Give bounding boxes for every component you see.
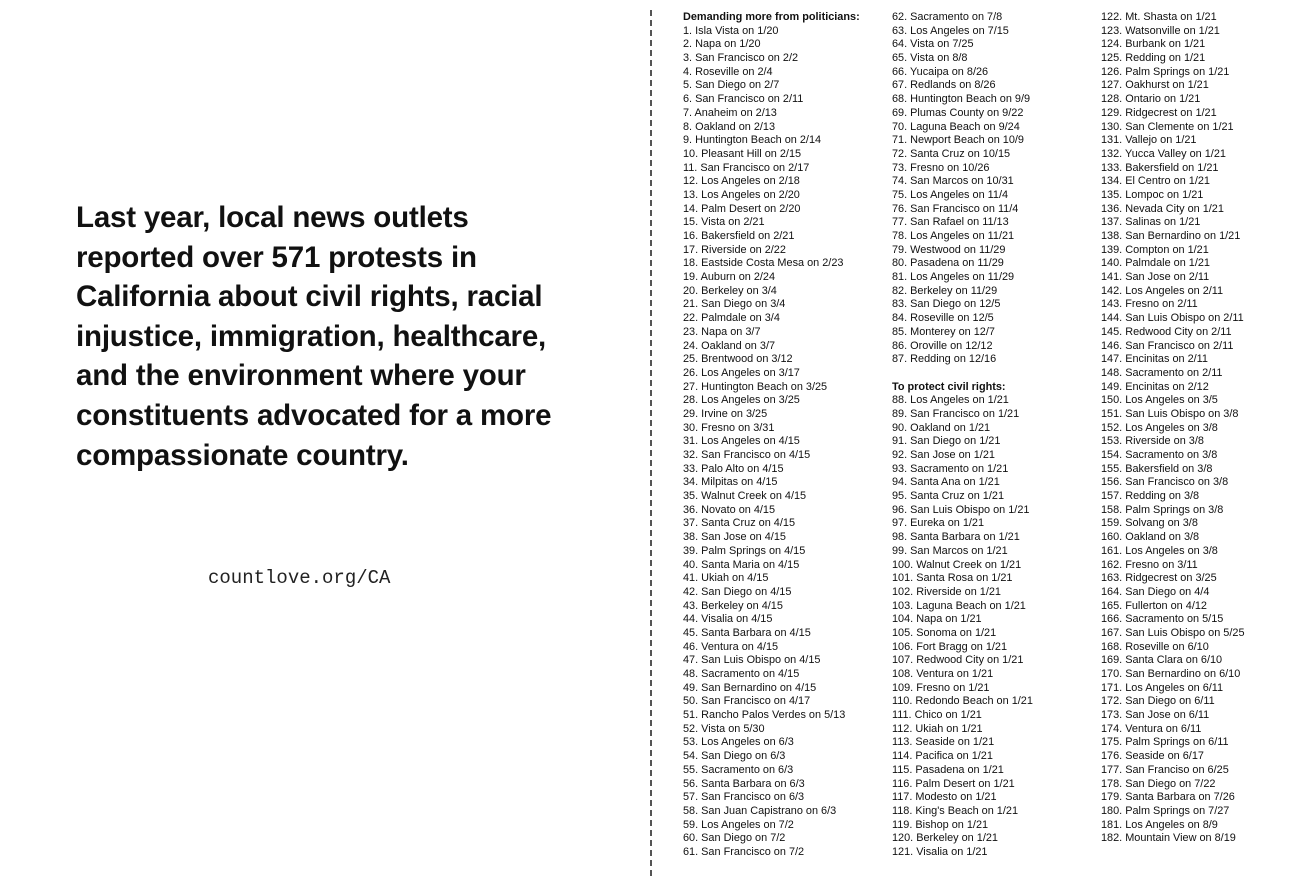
protest-list-item: 63. Los Angeles on 7/15 [892, 24, 1009, 37]
website-url: countlove.org/CA [208, 567, 391, 589]
protest-list-item: 68. Huntington Beach on 9/9 [892, 93, 1031, 106]
protest-list-item: 87. Redding on 12/16 [892, 353, 997, 366]
protest-list-item: 128. Ontario on 1/21 [1101, 93, 1201, 106]
protest-list-item: 7. Anaheim on 2/13 [683, 106, 777, 119]
protest-list-item: 151. San Luis Obispo on 3/8 [1101, 407, 1239, 420]
protest-list-item: 78. Los Angeles on 11/21 [892, 230, 1015, 242]
protest-list-item: 52. Vista on 5/30 [683, 722, 765, 735]
protest-list-item: 150. Los Angeles on 3/5 [1101, 394, 1218, 407]
protest-list-item: 147. Encinitas on 2/11 [1101, 353, 1208, 366]
protest-list-item: 159. Solvang on 3/8 [1101, 517, 1198, 530]
protest-list-item: 125. Redding on 1/21 [1101, 52, 1206, 65]
protest-list-item: 104. Napa on 1/21 [892, 613, 982, 626]
protest-list-item: 42. San Diego on 4/15 [683, 585, 792, 598]
protest-list-item: 62. Sacramento on 7/8 [892, 11, 1003, 23]
protest-list-item: 20. Berkeley on 3/4 [683, 284, 777, 297]
protest-list-item: 75. Los Angeles on 11/4 [892, 188, 1009, 201]
protest-list-item: 85. Monterey on 12/7 [892, 325, 995, 338]
protest-list-item: 174. Ventura on 6/11 [1101, 722, 1202, 735]
protest-list-item: 144. San Luis Obispo on 2/11 [1101, 312, 1244, 325]
protest-list-item: 47. San Luis Obispo on 4/15 [683, 654, 821, 667]
protest-list-item: 111. Chico on 1/21 [892, 709, 982, 722]
protest-list-item: 29. Irvine on 3/25 [683, 407, 768, 420]
protest-list-item: 152. Los Angeles on 3/8 [1101, 421, 1218, 434]
protest-list-item: 92. San Jose on 1/21 [892, 449, 995, 461]
protest-list-item: 50. San Francisco on 4/17 [683, 695, 811, 708]
protest-list-item: 166. Sacramento on 5/15 [1101, 613, 1224, 626]
protest-list-item: 121. Visalia on 1/21 [892, 845, 988, 858]
protest-list-item: 25. Brentwood on 3/12 [683, 353, 793, 366]
protest-list-item: 138. San Bernardino on 1/21 [1101, 230, 1241, 242]
protest-list-item: 157. Redding on 3/8 [1101, 490, 1200, 503]
protest-list-item: 98. Santa Barbara on 1/21 [892, 531, 1020, 544]
protest-list-item: 122. Mt. Shasta on 1/21 [1101, 11, 1217, 23]
protest-list-item: 168. Roseville on 6/10 [1101, 640, 1209, 653]
protest-list-item: 89. San Francisco on 1/21 [892, 407, 1020, 420]
protest-list-item: 129. Ridgecrest on 1/21 [1101, 106, 1217, 119]
protest-list-item: 177. San Franciso on 6/25 [1101, 763, 1229, 776]
protest-list-item: 162. Fresno on 3/11 [1101, 558, 1198, 571]
protest-list-item: 130. San Clemente on 1/21 [1101, 120, 1234, 133]
protest-list-item: 81. Los Angeles on 11/29 [892, 271, 1015, 284]
protest-list-item: 10. Pleasant Hill on 2/15 [683, 147, 802, 160]
protest-list-item: 135. Lompoc on 1/21 [1101, 188, 1204, 201]
protest-list-item: 126. Palm Springs on 1/21 [1101, 65, 1230, 78]
protest-list-item: 14. Palm Desert on 2/20 [683, 202, 801, 215]
protest-list-item: 164. San Diego on 4/4 [1101, 585, 1210, 598]
protest-list-item: 64. Vista on 7/25 [892, 38, 974, 51]
section-heading: Demanding more from politicians: [683, 11, 860, 23]
protest-list-item: 58. San Juan Capistrano on 6/3 [683, 804, 837, 817]
protest-list-item: 103. Laguna Beach on 1/21 [892, 599, 1026, 612]
protest-list-item: 133. Bakersfield on 1/21 [1101, 161, 1219, 174]
protest-list-item: 15. Vista on 2/21 [683, 216, 765, 229]
protest-list-item: 95. Santa Cruz on 1/21 [892, 490, 1005, 503]
protest-list-item: 69. Plumas County on 9/22 [892, 106, 1024, 119]
protest-list-item: 148. Sacramento on 2/11 [1101, 366, 1223, 379]
protest-list-item: 116. Palm Desert on 1/21 [892, 777, 1015, 790]
protest-list-item: 102. Riverside on 1/21 [892, 585, 1001, 598]
protest-list-item: 160. Oakland on 3/8 [1101, 531, 1200, 544]
protest-list-item: 182. Mountain View on 8/19 [1101, 832, 1236, 845]
protest-list-item: 53. Los Angeles on 6/3 [683, 736, 794, 749]
protest-list-item: 156. San Francisco on 3/8 [1101, 476, 1229, 489]
protest-list-item: 79. Westwood on 11/29 [892, 243, 1006, 256]
protest-list-item: 137. Salinas on 1/21 [1101, 216, 1201, 229]
protest-list-item: 112. Ukiah on 1/21 [892, 722, 983, 735]
protest-list-item: 71. Newport Beach on 10/9 [892, 134, 1024, 147]
protest-list-item: 93. Sacramento on 1/21 [892, 462, 1009, 475]
protest-list-item: 77. San Rafael on 11/13 [892, 216, 1009, 229]
protest-list-item: 13. Los Angeles on 2/20 [683, 188, 800, 201]
protest-list-item: 1. Isla Vista on 1/20 [683, 24, 779, 37]
protest-list-column-3 [1101, 11, 1245, 846]
protest-list-item: 96. San Luis Obispo on 1/21 [892, 503, 1030, 516]
protest-list-item: 4. Roseville on 2/4 [683, 65, 773, 78]
protest-list-item: 86. Oroville on 12/12 [892, 339, 993, 352]
protest-list-item: 36. Novato on 4/15 [683, 503, 776, 516]
protest-list-item: 23. Napa on 3/7 [683, 325, 761, 338]
protest-list-item: 114. Pacifica on 1/21 [892, 750, 993, 763]
protest-list-item: 38. San Jose on 4/15 [683, 531, 786, 544]
protest-list-item: 66. Yucaipa on 8/26 [892, 65, 989, 78]
protest-list-item: 74. San Marcos on 10/31 [892, 175, 1014, 188]
protest-list-item: 8. Oakland on 2/13 [683, 120, 776, 133]
spacer [892, 367, 1033, 381]
protest-list-item: 131. Vallejo on 1/21 [1101, 134, 1197, 147]
protest-list-item: 84. Roseville on 12/5 [892, 312, 994, 325]
protest-list-item: 34. Milpitas on 4/15 [683, 476, 778, 489]
protest-list-item: 132. Yucca Valley on 1/21 [1101, 147, 1226, 160]
protest-list-item: 127. Oakhurst on 1/21 [1101, 79, 1209, 92]
protest-list-item: 163. Ridgecrest on 3/25 [1101, 572, 1217, 585]
protest-list-item: 180. Palm Springs on 7/27 [1101, 804, 1230, 817]
protest-list-item: 60. San Diego on 7/2 [683, 832, 786, 845]
protest-list-item: 41. Ukiah on 4/15 [683, 572, 769, 585]
protest-list-item: 44. Visalia on 4/15 [683, 613, 773, 626]
protest-list-item: 48. Sacramento on 4/15 [683, 668, 800, 680]
protest-list-item: 110. Redondo Beach on 1/21 [892, 695, 1033, 708]
protest-list-item: 26. Los Angeles on 3/17 [683, 366, 800, 379]
protest-list-item: 2. Napa on 1/20 [683, 38, 761, 51]
protest-list-item: 32. San Francisco on 4/15 [683, 449, 811, 461]
protest-list-item: 21. San Diego on 3/4 [683, 298, 786, 311]
protest-list-item: 165. Fullerton on 4/12 [1101, 599, 1207, 612]
protest-list-item: 113. Seaside on 1/21 [892, 736, 995, 749]
protest-list-item: 117. Modesto on 1/21 [892, 791, 997, 804]
protest-list-item: 39. Palm Springs on 4/15 [683, 544, 806, 557]
protest-list-item: 9. Huntington Beach on 2/14 [683, 134, 822, 147]
protest-list-item: 108. Ventura on 1/21 [892, 668, 994, 680]
protest-list-item: 45. Santa Barbara on 4/15 [683, 626, 811, 639]
protest-list-item: 54. San Diego on 6/3 [683, 750, 786, 763]
protest-list-item: 123. Watsonville on 1/21 [1101, 24, 1220, 37]
protest-list-item: 94. Santa Ana on 1/21 [892, 476, 1000, 489]
protest-list-item: 161. Los Angeles on 3/8 [1101, 544, 1218, 557]
protest-list-item: 61. San Francisco on 7/2 [683, 845, 805, 858]
protest-list-item: 179. Santa Barbara on 7/26 [1101, 791, 1235, 804]
protest-list-item: 158. Palm Springs on 3/8 [1101, 503, 1224, 516]
protest-list-item: 40. Santa Maria on 4/15 [683, 558, 800, 571]
section-heading: To protect civil rights: [892, 380, 1006, 393]
protest-list-item: 72. Santa Cruz on 10/15 [892, 147, 1011, 160]
protest-list-item: 70. Laguna Beach on 9/24 [892, 120, 1020, 133]
protest-list-item: 139. Compton on 1/21 [1101, 243, 1209, 256]
protest-list-item: 101. Santa Rosa on 1/21 [892, 572, 1013, 585]
protest-list-item: 18. Eastside Costa Mesa on 2/23 [683, 257, 844, 270]
protest-list-item: 124. Burbank on 1/21 [1101, 38, 1206, 51]
protest-list-item: 37. Santa Cruz on 4/15 [683, 517, 796, 530]
protest-list-item: 106. Fort Bragg on 1/21 [892, 640, 1008, 653]
protest-list-item: 154. Sacramento on 3/8 [1101, 449, 1218, 461]
protest-list-item: 118. King's Beach on 1/21 [892, 804, 1019, 817]
protest-list-item: 76. San Francisco on 11/4 [892, 202, 1019, 215]
protest-list-item: 91. San Diego on 1/21 [892, 435, 1001, 448]
protest-list-item: 153. Riverside on 3/8 [1101, 435, 1204, 448]
protest-list-item: 143. Fresno on 2/11 [1101, 298, 1198, 311]
protest-list-column-2 [892, 11, 1033, 860]
protest-list-item: 35. Walnut Creek on 4/15 [683, 490, 807, 503]
protest-list-item: 136. Nevada City on 1/21 [1101, 202, 1224, 215]
protest-list-item: 120. Berkeley on 1/21 [892, 832, 998, 845]
protest-list-item: 176. Seaside on 6/17 [1101, 750, 1204, 763]
protest-list-item: 181. Los Angeles on 8/9 [1101, 818, 1218, 831]
protest-list-item: 134. El Centro on 1/21 [1101, 175, 1210, 188]
protest-list-item: 83. San Diego on 12/5 [892, 298, 1001, 311]
protest-list-item: 115. Pasadena on 1/21 [892, 763, 1004, 776]
protest-list-item: 178. San Diego on 7/22 [1101, 777, 1216, 790]
protest-list-item: 30. Fresno on 3/31 [683, 421, 775, 434]
protest-list-item: 43. Berkeley on 4/15 [683, 599, 783, 612]
protest-list-item: 65. Vista on 8/8 [892, 52, 968, 65]
protest-list-item: 67. Redlands on 8/26 [892, 79, 996, 92]
protest-list-item: 169. Santa Clara on 6/10 [1101, 654, 1223, 667]
protest-list-item: 19. Auburn on 2/24 [683, 271, 776, 284]
protest-list-item: 33. Palo Alto on 4/15 [683, 462, 784, 475]
protest-list-item: 17. Riverside on 2/22 [683, 243, 786, 256]
protest-list-item: 119. Bishop on 1/21 [892, 818, 989, 831]
protest-list-item: 97. Eureka on 1/21 [892, 517, 985, 530]
protest-list-item: 105. Sonoma on 1/21 [892, 626, 997, 639]
protest-list-item: 109. Fresno on 1/21 [892, 681, 990, 694]
dashed-cut-line [650, 10, 652, 876]
protest-list-item: 31. Los Angeles on 4/15 [683, 435, 800, 448]
protest-list-item: 12. Los Angeles on 2/18 [683, 175, 800, 188]
protest-list-item: 51. Rancho Palos Verdes on 5/13 [683, 709, 846, 722]
protest-list-item: 100. Walnut Creek on 1/21 [892, 558, 1022, 571]
protest-list-item: 82. Berkeley on 11/29 [892, 284, 998, 297]
protest-list-item: 175. Palm Springs on 6/11 [1101, 736, 1229, 749]
protest-list-item: 141. San Jose on 2/11 [1101, 271, 1210, 284]
protest-list-item: 73. Fresno on 10/26 [892, 161, 990, 174]
protest-list-item: 59. Los Angeles on 7/2 [683, 818, 794, 831]
protest-list-item: 22. Palmdale on 3/4 [683, 312, 780, 325]
headline: Last year, local news outlets reported over 571 protests in California about civil rights, racial injustice, immigration, healthcare, and the environment where your constituents advocated for a more compassionate country. [76, 201, 552, 472]
protest-list-item: 88. Los Angeles on 1/21 [892, 394, 1009, 407]
protest-list-item: 90. Oakland on 1/21 [892, 421, 991, 434]
protest-list-item: 155. Bakersfield on 3/8 [1101, 462, 1213, 475]
protest-list-item: 140. Palmdale on 1/21 [1101, 257, 1210, 270]
protest-list-item: 57. San Francisco on 6/3 [683, 791, 805, 804]
protest-list-item: 173. San Jose on 6/11 [1101, 709, 1210, 722]
protest-list-item: 170. San Bernardino on 6/10 [1101, 668, 1241, 680]
protest-list-item: 24. Oakland on 3/7 [683, 339, 776, 352]
protest-list-item: 146. San Francisco on 2/11 [1101, 339, 1234, 352]
protest-list-item: 55. Sacramento on 6/3 [683, 763, 794, 776]
protest-list-item: 3. San Francisco on 2/2 [683, 52, 799, 65]
protest-list-item: 171. Los Angeles on 6/11 [1101, 681, 1224, 694]
protest-list-item: 16. Bakersfield on 2/21 [683, 230, 795, 242]
protest-list-item: 167. San Luis Obispo on 5/25 [1101, 626, 1245, 639]
protest-list-item: 149. Encinitas on 2/12 [1101, 380, 1209, 393]
protest-list-item: 107. Redwood City on 1/21 [892, 654, 1024, 667]
protest-list-item: 46. Ventura on 4/15 [683, 640, 779, 653]
protest-list-item: 6. San Francisco on 2/11 [683, 93, 804, 106]
protest-list-item: 172. San Diego on 6/11 [1101, 695, 1215, 708]
protest-list-item: 99. San Marcos on 1/21 [892, 544, 1008, 557]
protest-list-item: 27. Huntington Beach on 3/25 [683, 380, 828, 393]
protest-list-item: 28. Los Angeles on 3/25 [683, 394, 800, 407]
protest-list-item: 142. Los Angeles on 2/11 [1101, 284, 1224, 297]
protest-list-item: 56. Santa Barbara on 6/3 [683, 777, 805, 790]
protest-list-item: 80. Pasadena on 11/29 [892, 257, 1004, 270]
protest-list-item: 145. Redwood City on 2/11 [1101, 325, 1232, 338]
protest-list-column-1 [683, 11, 860, 860]
protest-list-item: 5. San Diego on 2/7 [683, 79, 780, 92]
protest-list-item: 49. San Bernardino on 4/15 [683, 681, 817, 694]
protest-list-item: 11. San Francisco on 2/17 [683, 161, 810, 174]
